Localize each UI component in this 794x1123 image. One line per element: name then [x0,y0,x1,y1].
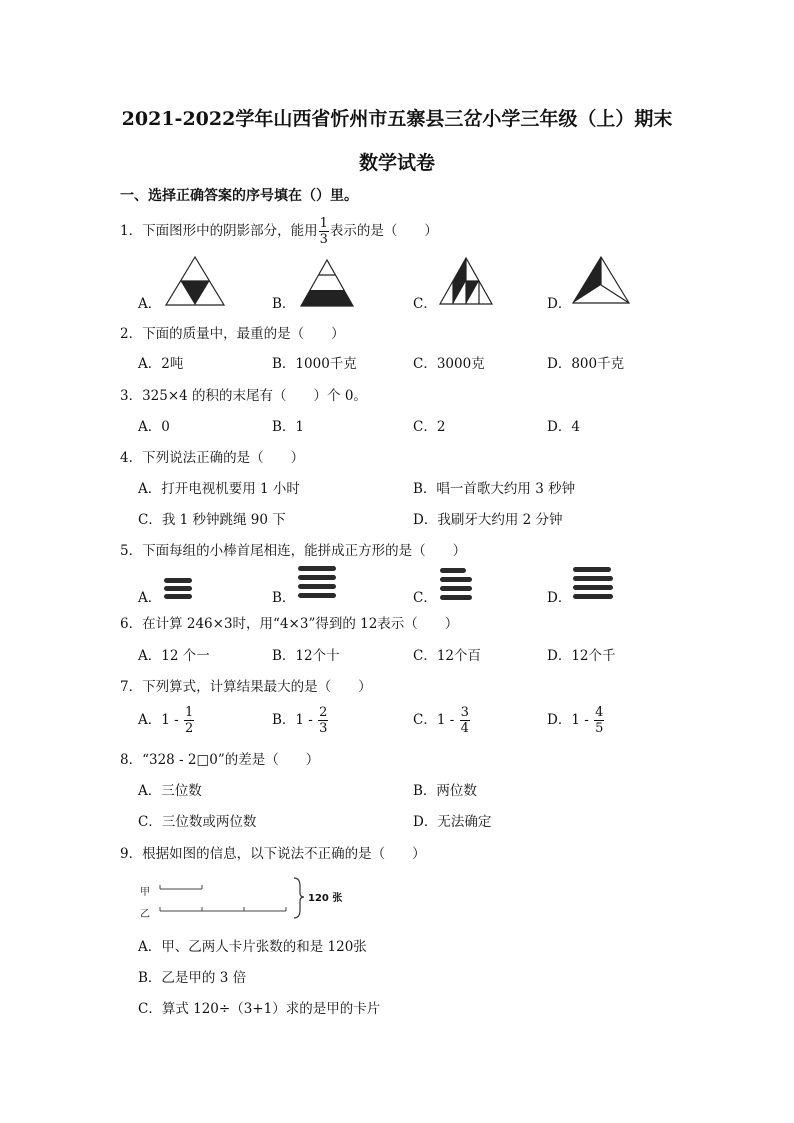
fraction-numerator: 2 [319,705,328,720]
q7-option-a-label: A．1 - [138,712,183,728]
q5-option-c: C． [413,590,437,606]
q1-option-b: B． [272,296,296,312]
stick [298,584,336,589]
q6-option-b: B．12个十 [272,648,340,664]
q8-option-a: A．三位数 [138,783,202,799]
stick [440,586,472,591]
stick [573,594,613,599]
stick [298,575,336,580]
q2-option-d: D．800千克 [547,356,625,372]
q5-option-a: A． [138,590,162,606]
q5-sticks-a [164,578,194,600]
question-7: 7．下列算式，计算结果最大的是（ ） [120,679,372,695]
paper-title-line2: 数学试卷 [358,152,435,174]
fraction-numerator: 1 [184,705,194,720]
q9-total-label: 120 张 [308,893,343,904]
q9-label-yi: 乙 [140,909,150,920]
fraction-denominator: 4 [460,721,469,736]
q6-option-c: C．12个百 [413,648,482,664]
q1-option-a: A． [138,296,162,312]
stick [440,568,466,573]
q6-option-d: D．12个千 [547,648,616,664]
q7-option-a-fraction [184,706,194,735]
q5-sticks-b [298,566,338,600]
q7-option-c-label: C．1 - [413,712,459,728]
paper-title-line1: 2021-2022学年山西省忻州市五寨县三岔小学三年级（上）期末 [121,108,673,130]
q7-option-b [272,706,329,735]
fraction-denominator: 3 [319,232,328,247]
stick [440,595,472,600]
fraction-numerator: 4 [595,705,604,720]
fraction-numerator: 1 [319,216,328,231]
question-3: 3．325×4 的积的末尾有（ ）个 0。 [120,388,367,404]
q1-option-c: C． [413,296,437,312]
q9-option-b: B．乙是甲的 3 倍 [138,970,247,986]
stick [164,594,192,599]
q2-option-a: A．2吨 [138,356,184,372]
q7-option-d [547,706,605,735]
q4-option-a: A．打开电视机要用 1 小时 [138,481,300,497]
question-1-fraction [319,217,329,246]
q3-option-d: D．4 [547,419,580,435]
q5-sticks-d [573,567,615,601]
q8-option-c: C．三位数或两位数 [138,814,257,830]
q7-option-b-label: B．1 - [272,712,318,728]
fraction-denominator: 2 [184,721,194,736]
question-9: 9．根据如图的信息，以下说法不正确的是（ ） [120,846,426,862]
q7-option-d-label: D．1 - [547,712,594,728]
question-1 [120,217,438,246]
stick [164,586,192,591]
q9-option-a: A．甲、乙两人卡片张数的和是 120张 [138,939,367,955]
stick [298,566,336,571]
question-2: 2．下面的质量中，最重的是（ ） [120,326,345,342]
q4-option-b: B．唱一首歌大约用 3 秒钟 [413,481,576,497]
q9-option-c: C．算式 120÷（3+1）求的是甲的卡片 [138,1001,381,1017]
q1-figure-d [571,255,631,307]
q3-option-c: C．2 [413,419,446,435]
q8-option-b: B．两位数 [413,783,477,799]
q9-label-jia: 甲 [140,887,150,898]
stick [164,578,192,583]
question-5: 5．下面每组的小棒首尾相连，能拼成正方形的是（ ） [120,543,467,559]
question-4: 4．下列说法正确的是（ ） [120,450,305,466]
q6-option-a: A．12 个一 [138,648,210,664]
stick [573,576,613,581]
stick [298,593,336,598]
q3-option-a: A．0 [138,419,170,435]
question-8: 8．“328 - 2□0”的差是（ ） [120,752,320,768]
q5-option-b: B． [272,590,296,606]
q1-option-d: D． [547,296,572,312]
stick [573,585,613,590]
q4-option-d: D．我刷牙大约用 2 分钟 [413,512,563,528]
q7-option-b-fraction [318,706,328,735]
q2-option-c: C．3000克 [413,356,485,372]
stick [440,577,472,582]
q7-option-a [138,706,195,735]
q7-option-c-fraction [460,706,470,735]
q5-option-d: D． [547,590,572,606]
fraction-denominator: 5 [595,721,604,736]
stick [573,567,611,572]
q1-figure-c [438,256,494,308]
question-6: 6．在计算 246×3时，用“4×3”得到的 12表示（ ） [120,616,459,632]
q3-option-b: B．1 [272,419,305,435]
q1-figure-a [164,255,226,307]
question-1-text-post: 表示的是（ ） [329,223,438,239]
section-heading: 一、选择正确答案的序号填在（）里。 [120,188,358,204]
q2-option-b: B．1000千克 [272,356,357,372]
q5-sticks-c [440,568,474,600]
q7-option-c [413,706,471,735]
q1-figure-b [299,258,355,308]
fraction-numerator: 3 [460,705,469,720]
question-1-text-pre: 1．下面图形中的阴影部分，能用 [120,223,318,239]
q4-option-c: C．我 1 秒钟跳绳 90 下 [138,512,286,528]
q7-option-d-fraction [594,706,604,735]
q8-option-d: D．无法确定 [413,814,492,830]
fraction-denominator: 3 [319,721,328,736]
q9-segment-diagram [158,876,308,920]
